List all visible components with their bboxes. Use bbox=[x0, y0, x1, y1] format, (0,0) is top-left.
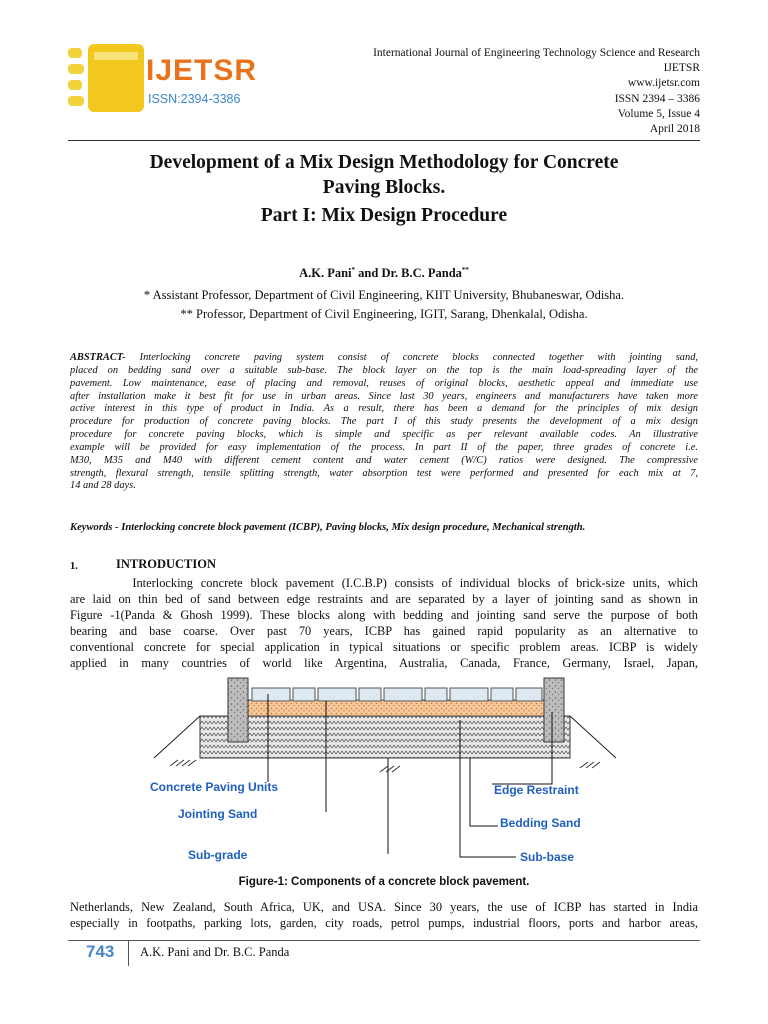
logo-issn: ISSN:2394-3386 bbox=[148, 92, 241, 106]
abstract-line: example will be provided for easy implementation of the process. In part II of the paper, three grades of concrete i.e. bbox=[70, 441, 698, 453]
abstract-line: strength, flexural strength, tensile splitting strength, water absorption test were performed and presented for each mix at 7, bbox=[70, 467, 698, 479]
logo-emblem-icon bbox=[66, 42, 146, 118]
sub-base-layer bbox=[200, 716, 570, 758]
label-jointing-sand: Jointing Sand bbox=[178, 807, 258, 821]
body-line: especially in footpaths, parking lots, garden, city roads, petrol pumps, industrial floors, ports and harbor areas, bbox=[70, 915, 698, 930]
journal-issn: ISSN 2394 – 3386 bbox=[614, 92, 700, 105]
abstract-line: M30, M35 and M40 with different cement content and water cement (W/C) ratios were designed. The compressive bbox=[70, 454, 698, 466]
abstract-line: after installation make it best fit for use in urban areas. Since last 30 years, engineers and manufacturers have taken more bbox=[70, 390, 698, 402]
intro-line: Figure -1(Panda & Ghosh 1999). These blocks along with bedding and jointing sand serve the purpose of both bbox=[70, 607, 698, 622]
abstract-line: placed on bedding sand over a suitable sub-base. The block layer on the top is the main load-spreading layer of the bbox=[70, 364, 698, 376]
journal-date: April 2018 bbox=[649, 123, 700, 136]
paper-title-line3: Part I: Mix Design Procedure bbox=[260, 205, 508, 226]
journal-name: International Journal of Engineering Technology Science and Research bbox=[373, 47, 700, 59]
abstract-line: procedure for production of concrete paving blocks. The part I of this study presents the development of a mix design bbox=[70, 416, 698, 428]
author-2: Dr. B.C. Panda bbox=[381, 266, 462, 281]
bedding-sand-layer bbox=[248, 700, 544, 716]
label-sub-base: Sub-base bbox=[520, 850, 575, 864]
journal-volume: Volume 5, Issue 4 bbox=[617, 107, 700, 120]
footer-rule bbox=[68, 940, 700, 941]
abstract-label: ABSTRACT- bbox=[70, 352, 126, 363]
abstract bbox=[70, 352, 698, 493]
edge-restraint-right bbox=[544, 678, 564, 742]
intro-line: conventional concrete for special application in typical situations or specific problem areas. ICBP is widely bbox=[70, 639, 698, 654]
label-edge-restraint: Edge Restraint bbox=[494, 783, 579, 797]
keywords: Keywords - Interlocking concrete block pavement (ICBP), Paving blocks, Mix design procedure, Mechanical strength. bbox=[70, 522, 586, 533]
logo-text: IJETSR bbox=[146, 54, 258, 87]
intro-line: bearing and base coarse. Over past 70 years, ICBP has gained rapid popularity as an alternative to bbox=[70, 623, 698, 638]
journal-header-info bbox=[373, 46, 700, 137]
intro-line: are laid on thin bed of sand between edge restraints and are separated by a layer of jointing sand as shown in bbox=[70, 591, 698, 606]
footer-authors: A.K. Pani and Dr. B.C. Panda bbox=[140, 945, 290, 959]
label-concrete-paving-units: Concrete Paving Units bbox=[150, 780, 279, 794]
abstract-line: active interest in this type of product in India. As a result, there has been a demand for the principles of mix design bbox=[70, 403, 698, 415]
author-1-mark: * bbox=[351, 266, 356, 274]
author-list bbox=[0, 266, 768, 281]
journal-abbr: IJETSR bbox=[663, 62, 700, 75]
section-title: INTRODUCTION bbox=[116, 557, 217, 571]
journal-logo bbox=[66, 42, 256, 118]
affiliation-2: ** Professor, Department of Civil Engineering, IGIT, Sarang, Dhenkalal, Odisha. bbox=[180, 307, 588, 321]
label-bedding-sand: Bedding Sand bbox=[500, 816, 581, 830]
left-embankment bbox=[154, 716, 200, 758]
intro-line: Interlocking concrete block pavement (I.C.B.P) consists of individual blocks of brick-size units, which bbox=[70, 576, 698, 590]
edge-restraint-left bbox=[228, 678, 248, 742]
right-embankment bbox=[570, 716, 616, 758]
header-rule bbox=[68, 140, 700, 141]
page-number: 743 bbox=[86, 942, 115, 961]
abstract-line: procedure for concrete paving blocks, which is simple and specific as per relevant available codes. An illustrative bbox=[70, 429, 698, 441]
footer-separator bbox=[128, 940, 129, 966]
author-1: A.K. Pani bbox=[299, 266, 352, 281]
paper-title-line2: Paving Blocks. bbox=[322, 177, 446, 198]
intro-line: applied in many countries of world like Argentina, Australia, Canada, France, Germany, Israel, Japan, bbox=[70, 655, 698, 670]
label-sub-grade: Sub-grade bbox=[188, 848, 248, 862]
pavement-diagram bbox=[140, 672, 640, 872]
continued-paragraph bbox=[70, 900, 698, 932]
ground-hatch bbox=[170, 760, 600, 772]
abstract-line: pavement. Low maintenance, ease of placing and removal, reuses of original blocks, aesthetic appeal and immediate use bbox=[70, 377, 698, 389]
abstract-line: 14 and 28 days. bbox=[70, 480, 136, 492]
author-2-mark: ** bbox=[461, 266, 469, 274]
paper-title-line1: Development of a Mix Design Methodology for Concrete bbox=[149, 152, 619, 173]
abstract-line: Interlocking concrete paving system consist of concrete blocks connected together with jointing sand, bbox=[125, 352, 698, 363]
figure-caption: Figure-1: Components of a concrete block pavement. bbox=[238, 876, 530, 888]
affiliation-1: * Assistant Professor, Department of Civil Engineering, KIIT University, Bhubaneswar, Odisha. bbox=[143, 288, 625, 302]
body-line: Netherlands, New Zealand, South Africa, UK, and USA. Since 30 years, the use of ICBP has started in India bbox=[70, 900, 698, 914]
author-and: and bbox=[355, 266, 382, 281]
journal-website: www.ijetsr.com bbox=[627, 77, 700, 90]
section-number: 1. bbox=[70, 561, 78, 572]
intro-paragraph bbox=[70, 576, 698, 671]
paving-blocks bbox=[252, 688, 542, 701]
